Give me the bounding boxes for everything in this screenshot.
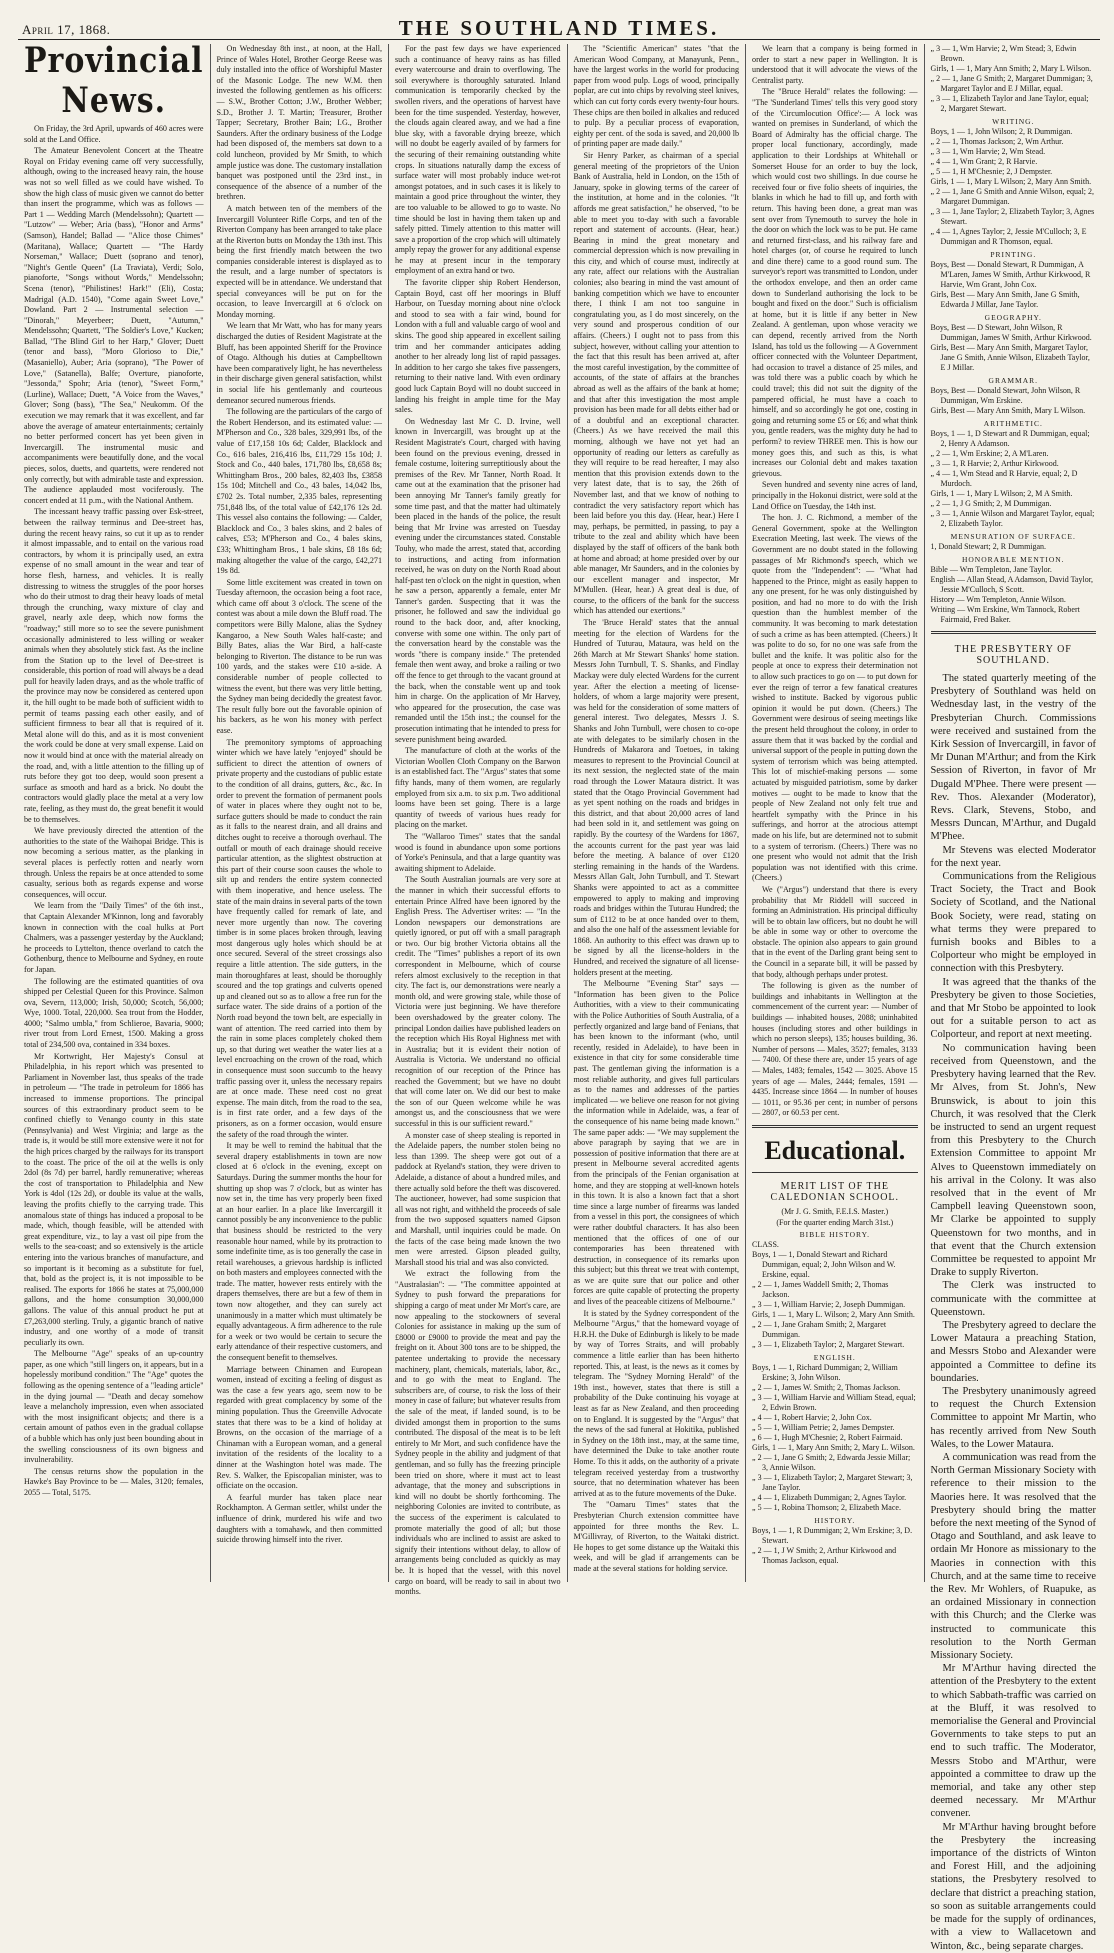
column-5-articles: [752, 44, 918, 1119]
merit-entry: Boys, 1 — 1, Donald Stewart and Richard Dummigan, equal; 2, John Wilson and W. Erskine, equal.: [752, 1249, 896, 1279]
merit-entry: History — Wm Templeton, Annie Wilson.: [930, 595, 1066, 604]
presbytery-paragraph: No communication having been received from Queenstown, and the Presbytery having learned that the Rev. Mr Alves, from St. John's, New Brunswick, is about to join this Church, it was resolved that the Clerk be instructed to send an urgent request from this Presbytery to the Church Extension Committee to appoint Mr Alves to Queenstown immediately on his arrival in the Colony. It was also resolved that in the event of Mr Campbell leaving Queenstown soon, Mr Clarke be appointed to supply Queenstown for two months, and in that event that the Church extension Committee be requested to appoint Mr Drake to supply Riverton.: [930, 1042, 1097, 1279]
article-paragraph: On Wednesday last Mr C. D. Irvine, well known in Invercargill, was brought up at the Resident Magistrate's Court, charged with having been found on the previous evening, dressed in female costume, loitering surreptitiously about the premises of the Rev. Mr Tanner, North Road. It came out at the examination that the prisoner had been annoying Mr Tanner's family greatly for some time past, and that the matter had ultimately been placed in the hands of the police, the result being that Mr Irvine was arrested on Tuesday evening under the circumstances stated. Constable Touhy, who made the arrest, stated that, according to instructions, and acting from information received, he was on duty on the North Road about half-past ten o'clock on the night in question, when he saw a person, apparently a female, enter Mr Tanner's garden. Suspecting that it was the prisoner, he followed and saw the individual go round to the back door, and, after knocking, converse with some one within. The only part of the conversation heard by the constable was the words "there is company inside." The pretended female then went away, and broke a railing or two off the fence to get through to the vacant ground at the back, when the constable went up and took him in charge. On the application of Mr Harvey, who appeared for the prosecution, the case was remanded until the 15th inst.; the counsel for the prosecution intimating that he intended to press for severe punishment being awarded.: [395, 416, 561, 744]
presbytery-paragraph: Mr Stevens was elected Moderator for the next year.: [930, 844, 1097, 869]
merit-entry: „ 2 — 1, Jane G Smith; 2, Margaret Dummigan; 3, Margaret Taylor and E J Millar, equal.: [930, 74, 1093, 93]
honorable-mention-list: [931, 565, 1097, 625]
subject-label-writing: WRITING.: [992, 117, 1035, 126]
merit-entry: „ 2 — 1, Thomas Jackson; 2, Wm Arthur.: [930, 137, 1064, 146]
bible-list: [752, 1250, 918, 1350]
article-paragraph: We have previously directed the attention of the authorities to the state of the Waihopai Bridge. This is now becoming a serious matter, as the planking in several places is perfectly rotten and nearly worn through. Unless the repairs be at once attended to some casualty, serious both as regards expense and worse consequences, will occur.: [24, 826, 204, 899]
merit-entry: „ 3 — 1, William Harvie and William Stead, equal; 2, Edwin Brown.: [752, 1392, 916, 1412]
article-paragraph: The premonitory symptoms of approaching winter which we have lately "enjoyed" should be sufficient to direct the attention of owners of private property and the custodians of public estate to the condition of all drains, gutters, &c., &c. In order to prevent the formation of permanent pools of water in places where they ought not to be, surface gutters should be made to conduct the rain as it falls to the nearest drain, and all drains and ditches ought to receive a thorough overhaul. The outfall or mouth of each drainage should receive particular attention, as the slightest obstruction at this part of their course soon causes the whole to silt up and renders the entire system connected with them inoperative, and hence useless. The state of the main drains in several parts of the town have frequently called for remark of late, and never more urgently than now. The covering timber is in some places broken through, leaving most dangerous ugly holes which should be at once secured. Several of the street crossings also require a little attention. The side gutters, in the main thoroughfares at least, should be thoroughly scoured and the top gratings and culverts opened up and cleaned out so as to allow a free run for the surface water. The side drains of a portion of the North road beyond the town belt, are especially in want of attention. The reed carried into them by the rain in some places completely choked them up, so that during wet weather the water lies at a level encroaching on the crown of the road, which in consequence must soon succumb to the heavy traffic passing over it, unless the necessary repairs are at once made. These need cost no great expense. The main ditch, from the road to the sea, is in first rate order, and a few days of the prisoners, as on a former occasion, would ensure the safety of the road through the winter.: [216, 737, 383, 1139]
issue-date: April 17, 1868.: [22, 22, 111, 37]
merit-entry: „ 2 — 1, James W. Smith; 2, Thomas Jackson.: [752, 1382, 901, 1392]
merit-entry: Boys, 1 — 1, John Wilson; 2, R Dummigan.: [930, 127, 1073, 136]
merit-entry: „ 3 — 1, Annie Wilson and Margaret Taylor, equal; 2, Elizabeth Taylor.: [930, 509, 1095, 528]
article-paragraph: On Wednesday 8th inst., at noon, at the Hall, Prince of Wales Hotel, Brother George Reese was duly installed into the office of Worshipful Master of the Masonic Lodge. The new W.M. then invested the following gentlemen as his officers: — S.W., Brother Cotton; J.W., Brother Webber; S.D., Brother J. T. Martin; Treasurer, Brother Tapper; Secretary, Brother Bain; I.G., Brother Saunders. After the ordinary business of the Lodge had been disposed of, the members sat down to a cold luncheon, provided by Mr Smith, to which ample justice was done. The customary installation banquet was postponed until the 23rd inst., in consequence of the absence of a number of the brethren.: [216, 44, 383, 202]
presbytery-paragraph: The Presbytery unanimously agreed to request the Church Extension Committee to appoint Mr Martin, who has recently arrived from New South Wales, to the Lower Mataura.: [930, 1385, 1097, 1450]
divider: [931, 631, 1097, 634]
merit-entry: Girls, Best — Mary Ann Smith, Jane G Smith, Edwarda J Millar, Jane Taylor.: [930, 290, 1080, 309]
subject-label-geography: GEOGRAPHY.: [984, 313, 1042, 322]
merit-entry: 1, Donald Stewart; 2, R Dummigan.: [930, 542, 1047, 551]
merit-entry: Girls, 1 — 1, Mary Ann Smith; 2, Mary L Wilson.: [930, 64, 1092, 73]
merit-entry: Boys, Best — Donald Stewart, R Dummigan, A M'Laren, James W Smith, Arthur Kirkwood, R Harvie, Wm Grant, John Cox.: [930, 260, 1091, 289]
article-paragraph: The "Oamaru Times" states that the Presbyterian Church extension committee have appointed for three months the Rev. L. M'Gillivray, of Riverton, to the Waitaki district. He hopes to get some distance up the Waitaki this week, and will be glad if arrangements can be made at the several stations for holding service.: [573, 1500, 740, 1573]
merit-entry: „ 2 — 1, Jane G Smith; 2, Edwarda Jessie Millar; 3, Annie Wilson.: [752, 1452, 911, 1472]
article-paragraph: The incessant heavy traffic passing over Esk-street, between the railway terminus and Dee-street has, during the recent heavy rains, so cut it up as to render it almost impassable, and to entail on the various road contractors, by whom it is principally used, an extra expense of no small amount in the wear and tear of horse flesh, harness, and vehicles. It is really distressing to witness the struggles of the poor horses who do their utmost to drag their heavy loads of metal through the crunching, waxy mixture of clay and gravel, nearly axle deep, which now forms the "roadway;" still more so to see the severe punishment occasionally administered to less willing or weaker animals when they absolutely stick fast. As the incline from the Station up to the level of Dee-street is considerable, this portion of road will always be a dead pull for heavily laden drays, and as the whole traffic of the province may now be considered as centered upon it, the hill ought to be made both of sufficient width to permit of teams passing each other easily, and of sufficient firmness to bear all that is required of it. Metal alone will do this, and as it is most convenient the work could be done at very small expense. Laid on now it would bind at once with the material already on the road, and, with a little attention to the filling up of ruts before they got too deep, would soon present a surface as smooth and hard as a brick. No doubt the contractors would gladly place the metal at a very low rate, feeling, as they must do, the great benefit it would be to themselves.: [24, 507, 204, 824]
presbytery-paragraph: It was agreed that the thanks of the Presbytery be given to those Societies, and that Mr Stobo be appointed to look out for a suitable person to act as Colporteur, and report at next meeting.: [930, 976, 1097, 1041]
merit-entry: Girls, 1 — 1, Mary L Wilson; 2, M A Smith.: [930, 489, 1073, 498]
merit-entry: „ 6 — 1, Hugh M'Chesnie; 2, Robert Fairmaid.: [752, 1432, 903, 1442]
article-paragraph: We learn that Mr Watt, who has for many years discharged the duties of Resident Magistrate at the Bluff, has been appointed Sheriff for the Province of Otago. Although his duties at Campbelltown have been comparatively light, he has nevertheless in their discharge given general satisfaction, whilst in social life his gentlemanly and courteous demeanor secured numerous friends.: [216, 321, 383, 405]
merit-entry: „ 2 — 1, J W Smith; 2, Arthur Kirkwood and Thomas Jackson, equal.: [752, 1545, 897, 1565]
subject-label-english: ENGLISH.: [813, 1352, 856, 1362]
article-paragraph: It may be well to remind the habitual that the several drapery establishments in town are now closed at 6 o'clock in the evening, except on Saturdays. During the summer months the hour for shutting up shop was 7 o'clock, but as winter has now set in, the time has very properly been fixed at an hour earlier. In a place like Invercargill it cannot possibly be any inconvenience to the public that business should be restricted to the very reasonable hour named, while by its protraction to some indefinite time, as is too generally the case in retail warehouses, a grievous hardship is inflicted on both masters and employees connected with the trade. The matter, however rests entirely with the drapers themselves, there are but a few of them in town now altogether, and they can surely act unanimously in a matter which must ultimately be equally advantageous. A firm adherence to the rule for a week or two would be certain to secure the early attendance of their respective customers, and the consequent benefit to themselves.: [216, 1141, 383, 1363]
merit-entry: „ 3 — 1, Elizabeth Taylor and Jane Taylor, equal; 2, Margaret Stewart.: [930, 94, 1089, 113]
subject-label-honorable-mention: HONORABLE MENTION.: [961, 555, 1065, 564]
merit-entry: „ 4 — 1, Wm Stead and R Harvie, equal; 2, D Murdoch.: [930, 469, 1078, 488]
column-6: [925, 44, 1103, 1952]
article-paragraph: The hon. J. C. Richmond, a member of the General Government, spoke at the Wellington Execration Meeting, last week. The views of the Government are no doubt stated in the following passages of Mr Richmond's speech, which we quote from the "Independent": — "What had happened to the Prince, might as easily happen to any one present, for he was only distinguished by position, and had no more to do with the Irish question than the humblest member of the community. It was becoming to mark detestation of such a crime as has been attempted. (Cheers.) It was polite to do so, for no one was safe from the bullet and the knife. It was politic also for the people at once to express their determination not to allow such practices to go on — to put down for ever the reign of terror a few fanatical creatures wished to institute. Backed by vigorous public opinion it would be put down. (Cheers.) The Government were desirous of seeing meetings like the present held throughout the colony, in order to assure them that it was backed by the cordial and universal support of the people in putting down the system of terrorism which was being attempted. This lot of mischief-making persons — some actuated by misguided patriotism, some by darker motives — ought to be made to know that the people of New Zealand not only felt true and heartfelt sympathy with the Prince in his sufferings, and horror at the atrocious attempt made on his life, but are determined not to submit to a system of terrorism. (Cheers.) There was no one present who would not admit that the Irish population was not identified with this crime. (Cheers.): [752, 513, 918, 883]
class-label: CLASS.: [752, 1239, 779, 1249]
merit-list-master: (Mr J. G. Smith, F.E.I.S. Master.): [781, 1206, 889, 1216]
subject-label-arithmetic: ARITHMETIC.: [983, 419, 1043, 428]
article-paragraph: The Melbourne "Evening Star" says — "Information has been given to the Police Authorities, with a view to their communicating with the Police Authorities of South Australia, of a perfectly organized and large band of Fenians, that has been known to the informant (who, until recently, resided in Adelaide), to have been in existence in that city for some considerable time past. The gentleman giving the information is a most reliable authority, and gives full particulars as to the names and addresses of the parties implicated — we believe one reason for not giving the information while in Adelaide, was, a fear of the consequence of his name being made known." The same paper adds: — "We may supplement the above paragraph by saying that we are in possession of positive information that there are at present in Melbourne several accredited agents from the principals of the Fenian organisation at home, and they are stopping at well-known hotels in this town. It is also a known fact that a short time since a large number of firearms was landed from a vessel in this port, the consignees of which were rather doubtful characters. It has also been mentioned that the offices of one of our contemporaries has been threatened with destruction, in consequence of its remarks upon this subject; but this threat we treat with contempt, as we are quite sure that our police and other forces are quite capable of protecting the property and lives of the peaceable citizens of Melbourne.": [573, 979, 740, 1307]
divider: [752, 1172, 918, 1173]
article-paragraph: A match between ten of the members of the Invercargill Volunteer Rifle Corps, and ten of the Riverton Company has been arranged to take place at the Riverton butts on Monday the 13th inst. This being the first friendly match between the two companies considerable interest is displayed as to the result, and a large number of spectators is expected will be in attendance. We understand that special conveyances will be put on for the occasion, to leave Invercargill at 6 o'clock on Monday morning.: [216, 203, 383, 319]
merit-entry: Bible — Wm Templeton, Jane Taylor.: [930, 565, 1052, 574]
article-paragraph: The "Wallaroo Times" states that the sandal wood is found in abundance upon some portions of Yorke's Peninsula, and that a large quantity was awaiting shipment to Adelaide.: [395, 831, 561, 873]
merit-entry: Girls, Best — Mary Ann Smith, Margaret Taylor, Jane G Smith, Annie Wilson, Elizabeth Taylor, E J Millar.: [930, 343, 1090, 372]
merit-entry: Boys, 1 — 1, Richard Dummigan; 2, William Erskine; 3, John Wilson.: [752, 1362, 898, 1382]
merit-entry: „ 2 — 1, James Waddell Smith; 2, Thomas Jackson.: [752, 1279, 889, 1299]
presbytery-paragraph: The Presbytery agreed to declare the Lower Mataura a preaching Station, and Messrs Stobo and Alexander were appointed a Committee to define its boundaries.: [930, 1319, 1097, 1384]
merit-entry: Girls, 1 — 1, Mary L. Wilson; 2, Mary Ann Smith.: [752, 1309, 915, 1319]
article-paragraph: Some little excitement was created in town on Tuesday afternoon, the occasion being a foot race, which came off about 3 o'clock. The scene of the contest was about a mile down the Bluff road. The competitors were Billy Malone, alias the Sydney Kangaroo, a New South Wales half-caste; and Billy Bates, alias the War Bird, a half-caste belonging to Riverton. The distance to be run was 100 yards, and the stakes were £10 a-side. A considerable number of people collected to witness the event, but there was very little betting, the Sydney man being decidedly the greatest favor. The result fully bore out the favorable opinion of his backers, as he won his money with perfect ease.: [216, 577, 383, 735]
subject-label-mensuration: MENSURATION OF SURFACE.: [950, 532, 1076, 541]
article-paragraph: A fearful murder has taken place near Rockhampton. A German settler, whilst under the influence of drink, murdered his wife and two daughters with a tomahawk, and then committed suicide throwing himself into the river.: [216, 1492, 383, 1545]
section-title-educational: Educational.: [764, 1135, 906, 1165]
column-2-articles: [217, 44, 383, 1546]
merit-entry: „ 2 — 1, J G Smith; 2, M Dummigan.: [930, 499, 1052, 508]
merit-entry: „ 2 — 1, Wm Erskine; 2, A M'Laren.: [930, 449, 1049, 458]
article-paragraph: The South Australian journals are very sore at the manner in which their successful efforts to entertain Prince Alfred have been ignored by the English Press. The Advertiser writes: — "In the London newspapers our demonstrations are quietly ignored, or put off with a small paragraph or two. Our big brother Victoria obtains all the credit. The "Times" publishes a report of its own correspondent in Melbourne, which of course refers almost exclusively to the reception in that city. The fact is, our demonstrations were nearly a month old, and were growing stale, while those of Victoria were just beginning. We have therefore been overshadowed by the greater colony. The principal London dailies have published leaders on the reception which His Royal Highness met with in Australia; but it is evident their notion of Australia is Victoria. We understand no official recognition of our reception of the Prince has reached the Government; but we have no doubt that will come later on. We did our best to make the son of our Queen welcome while he was amongst us, and the consciousness that we were successful in this is our sufficient reward.": [395, 875, 561, 1128]
merit-entry: „ 5 — 1, Robina Thomson; 2, Elizabeth Mace.: [752, 1502, 901, 1512]
article-paragraph: On Friday, the 3rd April, upwards of 460 acres were sold at the Land Office.: [24, 124, 204, 144]
merit-entry: Girls, 1 — 1, Mary Ann Smith; 2, Mary L. Wilson.: [752, 1442, 915, 1452]
subject-label-bible: BIBLE HISTORY.: [799, 1229, 870, 1239]
merit-list-title: MERIT LIST OF THE CALEDONIAN SCHOOL.: [770, 1180, 900, 1203]
merit-entry: „ 5 — 1, H M'Chesnie; 2, J Dempster.: [930, 167, 1053, 176]
presbytery-paragraph: A communication was read from the North German Missionary Society with reference to their mission to the Maories here. It was resolved that the Presbytery should bring the matter before the next meeting of the Synod of Otago and Southland, and ask leave to ordain Mr Honore as missionary to the Maories in connection with this Church, and at the same time to receive the Rev. Mr Wohlers, of Ruapuke, as an ordained Missionary in connection with this Church; and the Clerke was instructed to communicate this resolution to the North German Missionary Society.: [930, 1451, 1097, 1662]
grammar-list: [931, 386, 1097, 416]
merit-entry: „ 3 — 1, Elizabeth Taylor; 2, Margaret Stewart.: [752, 1339, 905, 1349]
geography-list: [931, 323, 1097, 373]
presbytery-title: THE PRESBYTERY OF SOUTHLAND.: [954, 644, 1072, 666]
article-paragraph: It is stated by the Sydney correspondent of the Melbourne "Argus," that the homeward voyage of H.R.H. the Duke of Edinburgh is likely to be made by way of Torres Straits, and will probably commence a little earlier than has been hitherto reported. This, at least, is the news as it comes by telegram. The "Sydney Morning Herald" of the 19th inst., however, states that there is still a probability of the Duke continuing his voyage at least as far as New Zealand, and then proceeding on to England. It is suggested by the "Argus" that the news of the sad funeral at Hokitika, published in Sydney on the 18th inst., may, at the same time, have determined the Duke to take another route Home. To this it adds, on the authority of a private telegram received yesterday from a trustworthy source, that no determination whatever has been arrived at as to the future movements of the Duke.: [573, 1308, 740, 1498]
subject-label-grammar: GRAMMAR.: [988, 376, 1038, 385]
article-paragraph: For the past few days we have experienced such a continuance of heavy rains as has filled every watercourse and drain to overflowing. The soil everywhere is thoroughly saturated. Inland communication is temporarily checked by the swollen rivers, and the operations of harvest have been for the time suspended. Yesterday, however, the clouds again cleared away, and we had a fine blue sky, with a favorable drying breeze, which will no doubt be eagerly availed of by farmers for the securing of their remaining outstanding white crops. In situations naturally damp the excess of surface water will most probably induce wet-rot amongst potatoes, and in such cases it is likely to maintain a good price throughout the winter, they are too valuable to be allowed to go to waste. No time should be lost in having them taken up and safely pitted. Timely attention to this matter will save a proportion of the crop which will ultimately amply repay the grower for any additional expense he may at present incur in the temporary employment of an extra hand or two.: [395, 44, 561, 276]
merit-list-quarter: (For the quarter ending March 31st.): [776, 1217, 894, 1227]
english-list: [752, 1363, 918, 1513]
merit-entry: Boys, 1 — 1, D Stewart and R Dummigan, equal; 2, Henry A Adamson.: [930, 429, 1090, 448]
merit-entry: „ 4 — 1, Robert Harvie; 2, John Cox.: [752, 1412, 872, 1422]
merit-entry: Boys, Best — Donald Stewart, John Wilson, R Dummigan, Wm Erskine.: [930, 386, 1081, 405]
arithmetic-list: [931, 429, 1097, 529]
merit-entry: „ 4 — 1, Wm Grant; 2, R Harvie.: [930, 157, 1038, 166]
article-paragraph: The following are the estimated quantities of ova shipped per Celestial Queen for this Province. Salmon ova, Severn, 113,000; Irish, 50,000; Scotch, 56,000; Wye, 1000. Total, 220,000. Sea trout from the Hodder, 4000; "Salmo umbla," from Schlieroe, Bavaria, 9000; river trout from Lord Ernest, 1500. Making a gross total of 234,500 ova, contained in 334 boxes.: [24, 976, 204, 1050]
article-paragraph: The following is given as the number of buildings and inhabitants in Wellington at the commencement of the current year: — Number of buildings — inhabited houses, 2088; uninhabited houses (including stores and other buildings in which no person sleeps), 135; houses building, 36. Number of persons — Males, 3527; females, 3133 — 7400. Of these there are, under 15 years of age — Males, 1483; females, 1542 — 3025. Above 15 years of age — Males, 2444; females, 1591 — 4435. Increase since 1864 — In number of houses — 1011, or 95.36 per cent; in number of persons — 2807, or 60.53 per cent.: [752, 981, 918, 1118]
masthead-title: THE SOUTHLAND TIMES.: [398, 16, 720, 40]
column-3: [389, 44, 568, 1597]
merit-entry: „ 3 — 1, Elizabeth Taylor; 2, Margaret Stewart; 3, Jane Taylor.: [752, 1472, 913, 1492]
article-paragraph: We learn that a company is being formed in order to start a new paper in Wellington. It is understood that it will advocate the views of the Centralist party.: [752, 44, 918, 85]
merit-entry: „ 5 — 1, William Petrie; 2, James Dempster.: [752, 1422, 895, 1432]
columns: [18, 40, 1102, 1952]
column-5: [746, 44, 925, 1582]
article-paragraph: Mr Kortwright, Her Majesty's Consul at Philadelphia, in his report which was presented to Parliament in November last, thus speaks of the trade in petroleum — "The trade in petroleum for 1866 has increased to immense proportions. The principal sources of this extraordinary product seem to be confined chiefly to Venango county in this state (Pennsylvania) and West Virginia; and large as the trade is, it would be still more extensive were it not for the high prices charged by the railways for its transport to the coast. The price of the oil at the wells is only 2dol (8s 7d) per barrel, hardly remunerative; whereas the cost of transportation to Philadelphia and New York is 4dol (12s 2d), or double its value at the walls, leaving the profits chiefly to the carrying trade. This anomalous state of things has induced a proposal to be made, which, though feasible, will be attended with great expenditure, viz., to lay a vast oil pipe from the wells to the sea-coast; and so extensively is the article entering into the various branches of manufacture, and so important is it becoming as a substitute for fuel, that, bold as the project is, it is not impossible to be realised. The exports for 1866 he states at 75,000,000 gallons, and the home consumption 30,000,000 gallons. The value of this annual product he put at £7,263,000 sterling. Truly, a gigantic branch of native industry, and one worthy of a mode of transit peculiarly its own.: [24, 1051, 204, 1347]
merit-entry: „ 3 — 1, Jane Taylor; 2, Elizabeth Taylor; 3, Agnes Stewart.: [930, 207, 1095, 226]
merit-entry: „ 2 — 1, Jane G Smith and Annie Wilson, equal; 2, Margaret Dummigan.: [930, 187, 1095, 206]
article-paragraph: Sir Henry Parker, as chairman of a special general meeting of the proprietors of the Union Bank of Australia, held in London, on the 15th of January, spoke in glowing terms of the career of the institution, at home and in the colonies. "It affords me great satisfaction," he observed, "to be able to meet you to-day with such a favorable report and statement of accounts. (Hear, hear.) Bearing in mind the great monetary and commercial depression which is now prevailing in this city, and which of course must, indirectly at any rate, affect our relations with the Australian colonies; also bearing in mind the vast amount of banking competition which we have to encounter there, I think I am not too sanguine in congratulating you, as I do most sincerely, on the very sound and prosperous condition of our affairs. (Cheers.) I ought not to pass from this subject, however, without calling your attention to the fact that this result has been arrived at, after the most careful investigation, by the committee of accounts, of the state of affairs at the branches abroad as well as the affairs of the bank at home; and that after this investigation the most ample provision has been made for all debts either bad or of a doubtful and an exceptional character. (Cheers.) As we have received the mail this morning, although we have not yet had an opportunity of reading our letters as carefully as they will require to be read hereafter, I may also mention that this provision extends down to the very latest date, that is to say, the 26th of November last, and that we know of nothing to contradict the very satisfactory report which has been laid before you this day. (Hear, hear.) Here I may, perhaps, be permitted, in passing, to pay a tribute to the zeal and ability which have been displayed by the staff of officers of the bank both at home and abroad; at home presided over by our able manager, Mr Saunders, and in the colonies by our excellent manager and inspector, Mr M'Mullen. (Hear, hear.) A great deal is due, of course, to the officers of the bank for the success which has attended our exertions.": [573, 150, 740, 616]
printing-list: [931, 260, 1097, 310]
presbytery-paragraph: The Clerk was instructed to communicate with the committee at Queenstown.: [930, 1280, 1097, 1318]
merit-entry: „ 3 — 1, William Harvie; 2, Joseph Dummigan.: [752, 1299, 906, 1309]
column-1-articles: [24, 124, 204, 1499]
merit-entry: English — Allan Stead, A Adamson, David Taylor, Jessie M'Culloch, S Scott.: [930, 575, 1094, 594]
article-paragraph: We extract the following from the "Australasian": — "The committee appointed at Sydney to push forward the preparations for shipping a cargo of meat under Mr Mort's care, are now appealing to the stockowners of several Colonies for assistance in making up the sum of £8000 or £9000 to provide the meat and pay the freight on it. About 300 tons are to be shipped, the patentee undertaking to provide the necessary machinery, plant, chemicals, materials, labor, &c., and to go with the meat to England. The subscribers are, of course, to risk the loss of their money in case of failure; but whatever results from the sale of the meat, if landed sound, is to be divided amongst them in proportion to the sums contributed. The disposal of the meat is to be left entirely to Mr Mort, and such confidence have the Sydney people in the ability and judgment of that gentleman, and so fully has the freezing principle been tried on shore, where it must act to least advantage, that the money and subscriptions in kind will no doubt be shortly forthcoming. The neighboring Colonies are invited to contribute, as the success of the experiment is calculated to promote materially the good of all; but those individuals who are inclined to assist are asked to signify their intentions without delay, to allow of arrangements being concluded as quickly as may be. It is hoped that the vessel, with this novel cargo on board, will be ready to sail in about two months.: [395, 1269, 561, 1597]
article-paragraph: The 'Bruce Herald' states that the annual meeting for the election of Wardens for the Hundred of Tuturau, Mataura, was held on the 26th March at Mr Stewart Shanks' home station. Messrs John Turnbull, T. S. Shanks, and Findlay Mackay were duly elected Wardens for the current year. After the election a meeting of license-holders, of whom a large majority were present, was held for the consideration of some matters of general interest. Two delegates, Messrs J. S. Shanks and John Turnbull, were chosen to co-ope ate with delegates to be similarly chosen in the Hundreds of Makarora and Toetoes, in taking measures to represent to the Provincial Council at its next session, the neglected state of the main road through the Lower Mataura district. It was stated that the Otago Provincial Government had as yet spent nothing on the roads and bridges in this district, and that about 20,000 acres of land had been sold in it, and settlement was going on rapidly. By the courtesy of the Wardens for 1867, the accounts current for the past year was laid before the meeting. A balance of over £120 sterling remaining in the hands of the Wardens. Messrs Allan Galt, John Turnbull, and T. Stewart Shanks were appointed to act as a committee empowered to apply to making and improving roads and bridges within the Tuturau Hundred; the sum of £112 to be at once handed over to them, and also the one half of the assessment leviable for 1868. An authority to this effect was drawn up to be signed by all the license-holders in the Hundred, and received the signature of all license-holders present at the meeting.: [573, 618, 740, 977]
column-4: [568, 44, 747, 1582]
history-list: [752, 1526, 918, 1566]
mensuration-list: [931, 542, 1097, 552]
article-paragraph: The favorite clipper ship Robert Henderson, Captain Boyd, cast off her moorings in Bluff Harbour, on Tuesday morning about nine o'clock and stood to sea with a fair wind, bound for London with a full and valuable cargo of wool and skins. The good ship appeared in excellent sailing trim and her commander anticipates adding another to her already long list of rapid passages. In addition to her cargo she takes five passengers, returning to their native land. With even ordinary good luck Captain Boyd will no doubt succeed in landing his freight in ample time for the May sales.: [395, 278, 561, 415]
column-1: [18, 40, 211, 1582]
column-3-articles: [395, 44, 561, 1598]
column-2: [211, 44, 390, 1582]
article-paragraph: A monster case of sheep stealing is reported in the Adelaide papers, the number stolen being no less than 1399. The sheep were got out of a paddock at Ryeland's station, they were driven to Adelaide, a distance of about a hundred miles, and there actually sold before the theft was discovered. The auctioneer, however, had some suspicion that all was not right, and withheld the proceeds of sale from the two supposed squatters named Gipson and Marshall, until inquiries could be made. On the facts of the case being made known the two men were arrested. Gipson pleaded guilty, Marshall stood his trial and was also convicted.: [395, 1130, 561, 1267]
merit-entry: Writing — Wm Erskine, Wm Tannock, Robert Fairmaid, Fred Baker.: [930, 605, 1080, 624]
merit-entry: Girls, Best — Mary Ann Smith, Mary L Wilson.: [930, 406, 1086, 415]
article-paragraph: The Melbourne "Age" speaks of an up-country paper, as one which "still lingers on, it appears, but in a hopelessly moribund condition." The "Age" quotes the following as the opening sentence of a "leading article" in the dying journal — "Death and decay somehow leave a melancholy impression, even when associated with the most insignificant objects; and there is a certain amount of pathos even in the gradual collapse of a bubble which has only just been bounding about in the swelling consciousness of its own bigness and invulnerability.: [24, 1349, 204, 1465]
merit-entry: Boys, Best — D Stewart, John Wilson, R Dummigan, James W Smith, Arthur Kirkwood.: [930, 323, 1092, 342]
merit-entry: „ 3 — 1, Wm Harvie; 2, Wm Stead.: [930, 147, 1046, 156]
article-paragraph: The "Bruce Herald" relates the following: — "The 'Sunderland Times' tells this very good story of the 'Circumlocution Office':— A lock was wanted on premises in Sunderland, of which the Board of Admiralty has the official charge. The proper local functionary, accordingly, made application to their Lordships at Whitehall or Somerset House for an order to buy the lock, which would cost two shillings. In due course he received four or five folio sheets of inquiries, the blanks in which he had to fill up, and forth with return. This having been done, a great man was sent over from Tynemouth to survey the hole in the door on which the lock was to be put. He came and returned first-class, and his railway fare and hotel charges (or, of course he required to lunch and dine there) came to a good round sum. The surveyor's report was transmitted to London, under the orthodox envelope, and then an order came down to Sunderland authorising the lock to be bought and fixed on the door." Such is officialism at home, but it is little if any better in New Zealand. A gentleman, upon whose veracity we can depend, recently arrived from the North Island, has told us the following — A Government officer connected with the Volunteer Department, had occasion to travel a distance of 25 miles, and was told there was a public coach by which he could travel; this did not suit the dignity of the pampered official, he must have a coach to himself, and so accordingly he got one, costing in going and returning some £5 or £6; and what think you, gentle readers, was the mighty duty he had to perform? to review THREE men. This is how our money goes this, and such as this, is what increases our Colonial debt and makes taxation grievous.: [752, 87, 918, 478]
article-paragraph: The "Scientific American" states "that the American Wood Company, at Manayunk, Penn., have the largest works in the world for producing paper from wood pulp. Logs of wood, principally poplar, are cut into chips by revolving steel knives, which can cut forty cords every twenty-four hours. These chips are then boiled in alkalies and reduced to pulp. By a peculiar process of evaporation, eighty per cent. of the soda is saved, and 20,000 lb of printing paper are made daily.": [573, 44, 740, 149]
article-paragraph: Marriage between Chinamen and European women, instead of exciting a feeling of disgust as was the case a few years ago, seem now to be regarded with great complacency by some of the mining population. Thus the Greenville Advocate states that there was to be a kind of holiday at Browns, on the occasion of the marriage of a Chinaman with a European woman, and a general invitation of the residents of the locality to a dinner at the Washington hotel was made. The Rev. S. Walker, the Episcopalian minister, was to officiate on the occasion.: [216, 1364, 383, 1491]
merit-entry: Girls, 1 — 1, Mary L Wilson; 2, Mary Ann Smith.: [930, 177, 1092, 186]
column-4-articles: [574, 44, 740, 1575]
article-paragraph: The census returns show the population in the Hawke's Bay Province to be — Males, 3120; females, 2055 — Total, 5175.: [24, 1466, 204, 1497]
history-list-continued: [931, 44, 1097, 114]
divider: [752, 1125, 918, 1128]
masthead-bar: [18, 14, 1100, 40]
article-paragraph: Seven hundred and seventy nine acres of land, principally in the Hokonui district, were sold at the Land Office on Tuesday, the 14th inst.: [752, 480, 918, 511]
presbytery-report: [931, 672, 1097, 1953]
article-paragraph: The Amateur Benevolent Concert at the Theatre Royal on Friday evening came off very successfully, although, owing to the increased heavy rain, the house was not so well filled as we could have wished. To show the high class of music given we cannot do better than insert the programme, which was as follows — Part 1 — Wedding March (Mendelssohn); Quartett — "Lutzow" — Weber; Aria (bass), "Honor and Arms" (Samson), Handel; Ballad — "Alice those Chimes" (Maritana), Wallace; Quartett — "The Hardy Norseman," Wallace; Duett (soprano and tenor), "Night's Gentle Queen" (La Traviata), Verdi; Solo, pianoforte, "Songs without Words," Mendelssohn; Scena (tenor), "Philistines! Hark!" (Eli), Costa; Madrigal (A.D. 1540), "Come again Sweet Love," Dowland. Part 2 — Instrumental selection — "Dinorah," Meyerbeer; Duett, "Autumn," Mendelssohn; Quartett, "The Soldier's Love," Kucken; Ballad, "The Blind Girl to her Harp," Glover; Duett (tenor and bass), "Moro Glorioso to Die," (Masaniello), Auber; Aria (soprano), "The Power of Love," (Satanella), Balfe; Overture, pianoforte, "Jessonda," Spohr; Aria (tenor), "Sweet Form," (Lurline), Wallace; Duett, "A Voice from the Waves," Glover; Song (bass), "The Sea," Neukomm. Of the execution we may remark that it was excellent, and far above the average of amateur entertainments; certainly no better performed concert has yet been given in Invercargill. The instrumental music and accompaniments were beautifully done, and the vocal pieces, solos, duetts, and quartetts, were rendered not only correctly, but with admirable taste and expression. The audience applauded most vociferously. The concert ended at 11 p.m., with the National Anthem.: [24, 146, 204, 505]
subject-label-printing: PRINTING.: [990, 250, 1037, 259]
presbytery-paragraph: Mr M'Arthur having brought before the Presbytery the increasing importance of the districts of Winton and Forest Hill, and the adjoining stations, the Presbytery resolved to declare that district a preaching station, so soon as suitable arrangements could be made for the supply of ordinances, with a view to Wallacetown and Winton, &c., being separate charges.: [930, 1821, 1097, 1952]
merit-entry: „ 4 — 1, Elizabeth Dummigan; 2, Agnes Taylor.: [752, 1492, 907, 1502]
presbytery-paragraph: Communications from the Religious Tract Society, the Tract and Book Society of Scotland, and the National Book Society, were read, stating on what terms they were prepared to furnish books and Bibles to a Colporteur who might be employed in connection with this Presbytery.: [930, 871, 1097, 975]
merit-entry: „ 4 — 1, Agnes Taylor; 2, Jessie M'Culloch; 3, E Dummigan and R Thomson, equal.: [930, 227, 1087, 246]
article-paragraph: The manufacture of cloth at the works of the Victorian Woollen Cloth Company on the Barwon is an established fact. The "Argus" states that some fifty hands, many of them women, are regularly employed from six a.m. to six p.m. Two additional looms have been set going. There is a large quantity of tweeds of various hues ready for placing on the market.: [395, 746, 561, 830]
presbytery-paragraph: Mr M'Arthur having directed the attention of the Presbytery to the extent to which Sabbath-traffic was carried on at the Bluff, it was resolved to memorialise the General and Provincial Governments to take steps to put an end to such traffic. The Moderator, Messrs Stobo and M'Arthur, were appointed a committee to draw up the memorial, and take any other step deemed necessary. Mr M'Arthur convener.: [930, 1663, 1097, 1820]
merit-entry: Boys, 1 — 1, R Dummigan; 2, Wm Erskine; 3, D. Stewart.: [752, 1525, 913, 1545]
merit-entry: „ 3 — 1, R Harvie; 2, Arthur Kirkwood.: [930, 459, 1059, 468]
merit-entry: „ 2 — 1, Jane Graham Smith; 2, Margaret Dummigan.: [752, 1319, 887, 1339]
subject-label-history: HISTORY.: [814, 1515, 856, 1525]
presbytery-paragraph: The stated quarterly meeting of the Presbytery of Southland was held on Wednesday last, in the vestry of the Presbyterian Church. Commissions were received and sustained from the Kirk Session of Invercargill, in favor of Mr Dunan M'Arthur; and from the Kirk Session of Riverton, in favor of Mr Dugald M'Phee. There were present — Rev. Thos. Alexander (Moderator), Revs. Clark, Stevens, Stobo, and Messrs Duncan, M'Arthur, and Dugald M'Phee.: [930, 673, 1097, 843]
article-paragraph: The following are the particulars of the cargo of the Robert Henderson, and its estimated value: — M'Pherson and Co., 328 bales, 329,991 lbs, of the value of £17,158 10s 6d; Calder, Blacklock and Co., 616 bales, 216,416 lbs, £11,729 15s 10d; J. Stock and Co., 440 bales, 171,780 lbs, £8,658 8s; Whittingham Bros., 200 bales, 82,403 lbs, £3858 15s 10d; Mitchell and Co., 43 bales, 14,042 lbs, £702 2s. Total number, 2,335 bales, representing 751,848 lbs, of the total value of £42,176 12s 2d. This vessel also contains the following: — Calder, Blacklock and Co., 3 bales skins, and 2 bales of calves, £53; M'Pherson and Co., 4 bales skins, £33; Whittingham Bros., 1 bale skins, £8 18s 6d; making altogether the value of the cargo, £42,271 19s 8d.: [216, 407, 383, 576]
article-paragraph: We learn from the "Daily Times" of the 6th inst., that Captain Alexander M'Kinnon, long and favorably known in connection with the coal hulks at Port Chalmers, was a passenger yesterday by the Auckland; he proceeds to Lyttelton, thence overland to catch the Gothenburg, thence to Melbourne and Sydney, en route for Japan.: [24, 901, 204, 974]
article-paragraph: We ("Argus") understand that there is every probability that Mr Riddell will succeed in forming an Administration. His principal difficulty will be to obtain law officers, but no doubt he will be able in some way or other to overcome the obstacle. The opinion also appears to gain ground that in the event of the Darling grant being sent to the Council in a separate bill, it will be passed by that body, although perhaps under protest.: [752, 884, 918, 979]
merit-entry: „ 3 — 1, Wm Harvie; 2, Wm Stead; 3, Edwin Brown.: [930, 44, 1077, 63]
section-title-provincial-news: Provincial News.: [24, 40, 204, 122]
writing-list: [931, 127, 1097, 247]
